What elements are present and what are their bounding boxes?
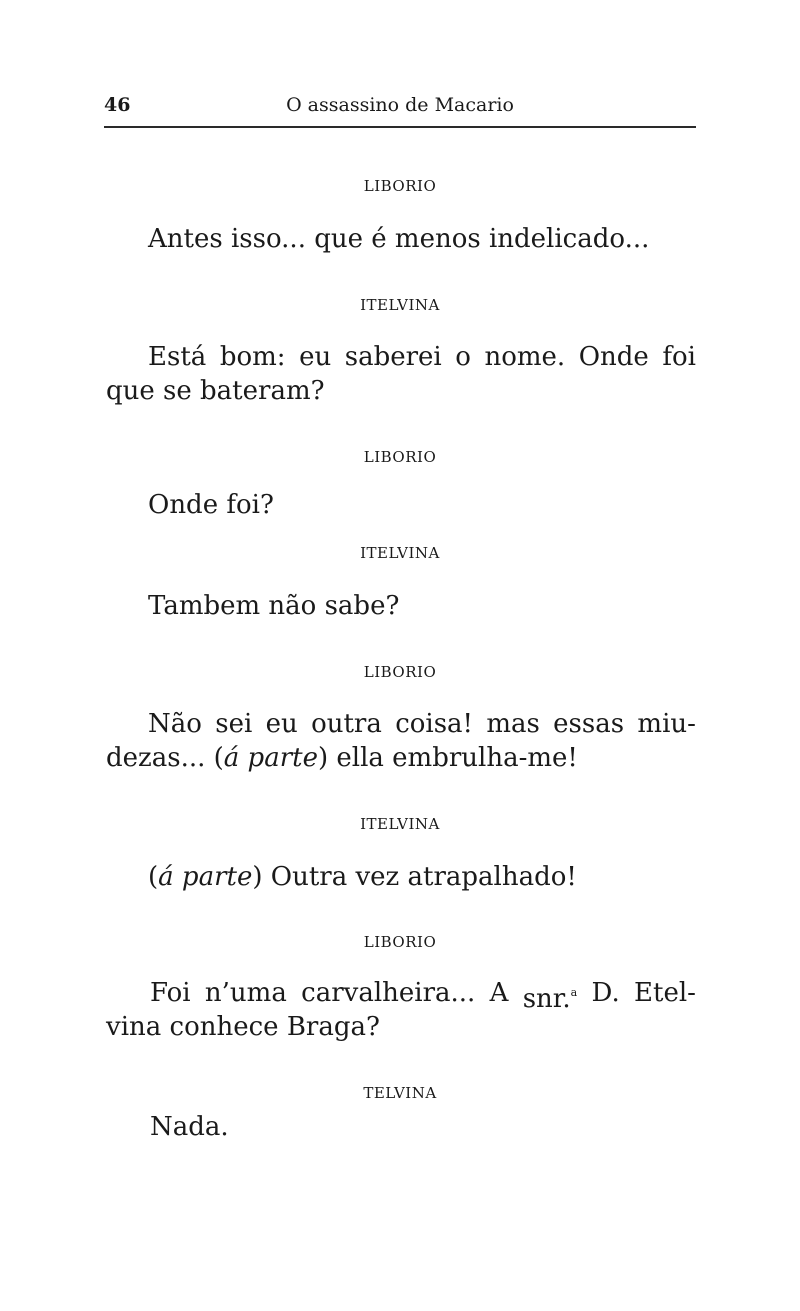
stage-direction: á parte: [223, 743, 318, 773]
stage-direction: á parte: [158, 862, 253, 892]
running-title: O assassino de Macario: [286, 94, 514, 116]
dialogue-line: Foi n’uma carvalheira... A snr.$^a$ D. Etel-: [150, 978, 696, 1014]
dialogue-line: vina conhece Braga?: [106, 1012, 380, 1042]
dialogue-line: Está bom: eu saberei o nome. Onde foi: [148, 342, 696, 372]
speaker-name: ITELVINA: [360, 544, 440, 562]
speaker-name: LIBORIO: [363, 448, 437, 466]
dialogue-line: Onde foi?: [148, 490, 274, 520]
header-rule: [104, 126, 696, 128]
dialogue-line: Antes isso... que é menos indelicado...: [148, 224, 650, 254]
dialogue-line: Tambem não sabe?: [148, 591, 400, 621]
dialogue-line: (á parte) Outra vez atrapalhado!: [148, 862, 577, 892]
dialogue-line: Nada.: [150, 1112, 229, 1142]
speaker-name: ITELVINA: [360, 815, 440, 833]
dialogue-line: que se bateram?: [106, 376, 325, 406]
speaker-name: LIBORIO: [363, 177, 437, 195]
speaker-name: LIBORIO: [363, 663, 437, 681]
speaker-name: TELVINA: [363, 1084, 437, 1102]
dialogue-line: dezas... (á parte) ella embrulha-me!: [106, 743, 578, 773]
page-number: 46: [104, 94, 131, 116]
speaker-name: LIBORIO: [363, 933, 437, 951]
speaker-name: ITELVINA: [360, 296, 440, 314]
dialogue-line: Não sei eu outra coisa! mas essas miu-: [148, 709, 696, 739]
